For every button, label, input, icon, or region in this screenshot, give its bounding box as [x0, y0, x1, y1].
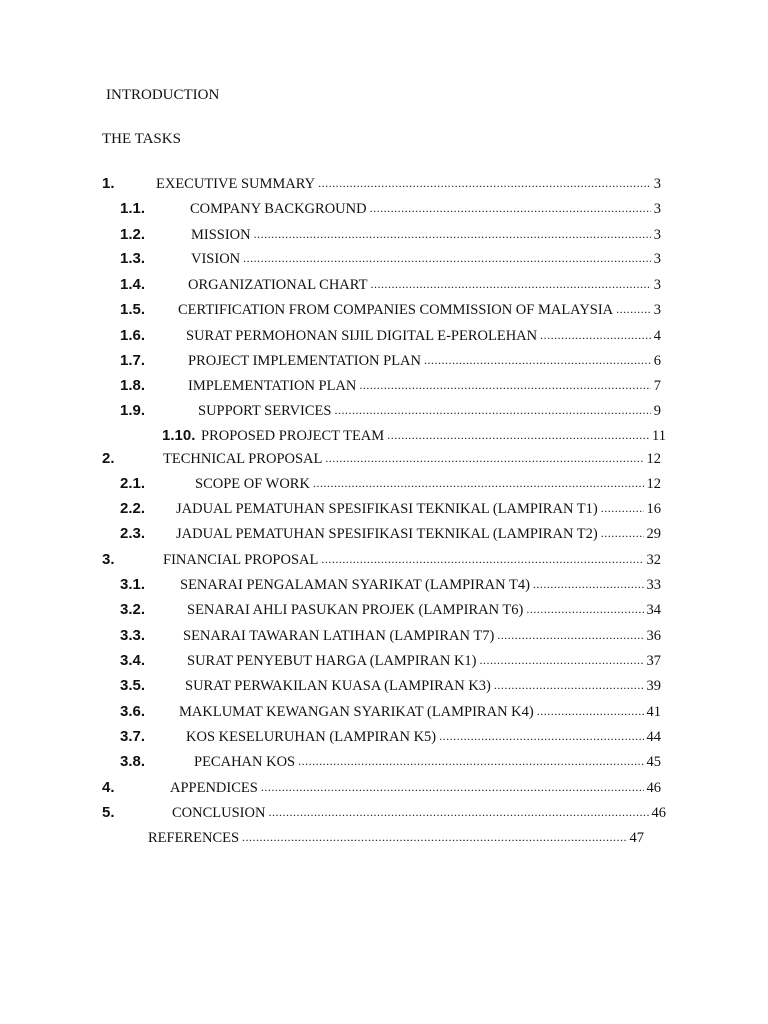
dot-leader [497, 627, 643, 644]
toc-entry-number: 1.2. [120, 226, 146, 243]
dot-leader [254, 226, 651, 243]
toc-entry-title: JADUAL PEMATUHAN SPESIFIKASI TEKNIKAL (LAMPIRAN T2) [176, 526, 598, 542]
toc-entry-body [195, 476, 661, 493]
toc-entry-number: 3.1. [120, 576, 146, 593]
toc-entry-number: 2. [102, 450, 115, 467]
toc-entry-number: 1. [102, 175, 115, 192]
toc-entry-number: 3.3. [120, 627, 146, 644]
toc-entry-body [188, 378, 661, 395]
toc-entry-number: 1.4. [120, 276, 146, 293]
toc-entry-body [180, 577, 661, 594]
toc-entry-title: EXECUTIVE SUMMARY [156, 176, 316, 192]
toc-entry-title: VISION [191, 251, 241, 267]
toc-entry-page: 46 [651, 805, 666, 821]
toc-entry-title: FINANCIAL PROPOSAL [163, 552, 319, 568]
toc-entry-page: 11 [652, 428, 666, 444]
toc-entry-body [178, 302, 661, 319]
toc-entry-page: 12 [646, 451, 661, 467]
toc-entry-title: ORGANIZATIONAL CHART [188, 277, 368, 293]
toc-entry-title: TECHNICAL PROPOSAL [163, 451, 323, 467]
toc-entry-page: 36 [646, 628, 661, 644]
dot-leader [321, 551, 643, 568]
toc-entry[interactable] [0, 301, 768, 323]
dot-leader [540, 327, 651, 344]
toc-entry-number: 3.4. [120, 652, 146, 669]
toc-entry-body [176, 526, 661, 543]
toc-entry[interactable] [0, 728, 768, 750]
toc-entry[interactable] [0, 829, 768, 851]
toc-entry[interactable] [0, 276, 768, 298]
toc-entry-page: 3 [653, 201, 661, 217]
toc-entry-body [198, 403, 661, 420]
toc-entry-number: 1.6. [120, 327, 146, 344]
toc-entry-page: 12 [646, 476, 661, 492]
dot-leader [370, 200, 651, 217]
dot-leader [526, 601, 643, 618]
dot-leader [243, 250, 651, 267]
dot-leader [387, 427, 649, 444]
toc-entry-title: JADUAL PEMATUHAN SPESIFIKASI TEKNIKAL (LAMPIRAN T1) [176, 501, 598, 517]
toc-entry-body [163, 451, 661, 468]
toc-entry-title: CONCLUSION [172, 805, 266, 821]
toc-entry-body [188, 353, 661, 370]
toc-entry-body [156, 176, 661, 193]
toc-entry-title: SCOPE OF WORK [195, 476, 310, 492]
toc-entry-title: SENARAI AHLI PASUKAN PROJEK (LAMPIRAN T6) [187, 602, 524, 618]
dot-leader [318, 175, 651, 192]
toc-entry-title: SUPPORT SERVICES [198, 403, 332, 419]
toc-entry-number: 1.10. [162, 427, 196, 444]
toc-entry-page: 47 [629, 830, 644, 846]
dot-leader [439, 728, 643, 745]
toc-entry[interactable] [0, 377, 768, 399]
toc-entry-number: 4. [102, 779, 115, 796]
toc-entry-title: REFERENCES [148, 830, 240, 846]
toc-entry-body [176, 501, 661, 518]
toc-entry-title: SURAT PENYEBUT HARGA (LAMPIRAN K1) [187, 653, 477, 669]
toc-entry-title: KOS KESELURUHAN (LAMPIRAN K5) [186, 729, 437, 745]
toc-entry-page: 3 [653, 251, 661, 267]
dot-leader [533, 576, 644, 593]
toc-entry-page: 33 [646, 577, 661, 593]
toc-entry[interactable] [0, 804, 768, 826]
toc-entry-page: 9 [653, 403, 661, 419]
toc-entry-body [186, 729, 661, 746]
toc-entry-body [163, 552, 661, 569]
toc-entry-number: 1.3. [120, 250, 146, 267]
toc-entry[interactable] [0, 779, 768, 801]
dot-leader [242, 829, 626, 846]
toc-entry-title: PROJECT IMPLEMENTATION PLAN [188, 353, 421, 369]
toc-entry[interactable] [0, 551, 768, 573]
toc-entry-number: 1.5. [120, 301, 146, 318]
toc-entry-title: SENARAI PENGALAMAN SYARIKAT (LAMPIRAN T4) [180, 577, 530, 593]
toc-entry[interactable] [0, 677, 768, 699]
toc-entry-page: 45 [646, 754, 661, 770]
toc-entry[interactable] [0, 450, 768, 472]
toc-entry[interactable] [0, 226, 768, 248]
toc-entry-number: 3.5. [120, 677, 146, 694]
dot-leader [334, 402, 650, 419]
toc-entry-number: 1.9. [120, 402, 146, 419]
dot-leader [313, 475, 644, 492]
toc-entry[interactable] [0, 703, 768, 725]
toc-entry-page: 39 [646, 678, 661, 694]
toc-entry-body [187, 602, 661, 619]
toc-entry-title: APPENDICES [170, 780, 258, 796]
toc-entry-body [186, 328, 661, 345]
toc-entry-number: 5. [102, 804, 115, 821]
toc-entry-number: 1.7. [120, 352, 146, 369]
toc-entry-page: 4 [653, 328, 661, 344]
toc-entry[interactable] [0, 652, 768, 674]
toc-entry-page: 41 [646, 704, 661, 720]
toc-entry-body [201, 428, 666, 445]
toc-entry[interactable] [0, 175, 768, 197]
toc-entry[interactable] [0, 601, 768, 623]
toc-entry-title: SURAT PERMOHONAN SIJIL DIGITAL E-PEROLEHAN [186, 328, 538, 344]
toc-entry-number: 1.8. [120, 377, 146, 394]
introduction-heading: INTRODUCTION [106, 87, 220, 103]
tasks-heading: THE TASKS [102, 131, 181, 147]
toc-entry-number: 3. [102, 551, 115, 568]
toc-entry[interactable] [0, 327, 768, 349]
toc-entry-page: 16 [646, 501, 661, 517]
toc-entry-body [194, 754, 661, 771]
toc-entry-title: COMPANY BACKGROUND [190, 201, 367, 217]
toc-entry-body [170, 780, 661, 797]
dot-leader [325, 450, 643, 467]
toc-entry-number: 3.7. [120, 728, 146, 745]
toc-entry-page: 46 [646, 780, 661, 796]
toc-entry-number: 3.8. [120, 753, 146, 770]
toc-entry-body [185, 678, 661, 695]
toc-entry-page: 6 [653, 353, 661, 369]
toc-entry-body [148, 830, 644, 847]
dot-leader [359, 377, 650, 394]
toc-entry-number: 2.3. [120, 525, 146, 542]
dot-leader [268, 804, 648, 821]
toc-entry-body [190, 201, 661, 218]
toc-entry-number: 3.6. [120, 703, 146, 720]
toc-entry-body [187, 653, 661, 670]
toc-entry[interactable] [0, 427, 768, 449]
toc-entry-title: MISSION [191, 227, 251, 243]
toc-entry-body [191, 251, 661, 268]
toc-entry-body [188, 277, 661, 294]
toc-entry-page: 32 [646, 552, 661, 568]
toc-entry-number: 3.2. [120, 601, 146, 618]
dot-leader [601, 525, 644, 542]
dot-leader [537, 703, 644, 720]
dot-leader [494, 677, 644, 694]
dot-leader [261, 779, 644, 796]
toc-entry-title: IMPLEMENTATION PLAN [188, 378, 357, 394]
toc-entry[interactable] [0, 250, 768, 272]
toc-entry-title: MAKLUMAT KEWANGAN SYARIKAT (LAMPIRAN K4) [179, 704, 534, 720]
toc-entry-page: 3 [653, 176, 661, 192]
toc-entry[interactable] [0, 475, 768, 497]
toc-entry[interactable] [0, 402, 768, 424]
dot-leader [480, 652, 644, 669]
toc-entry-number: 2.1. [120, 475, 146, 492]
toc-entry[interactable] [0, 352, 768, 374]
dot-leader [424, 352, 651, 369]
dot-leader [370, 276, 650, 293]
toc-entry-number: 2.2. [120, 500, 146, 517]
toc-entry-page: 7 [653, 378, 661, 394]
toc-entry-page: 37 [646, 653, 661, 669]
toc-entry[interactable] [0, 753, 768, 775]
toc-entry[interactable] [0, 525, 768, 547]
toc-entry-page: 3 [653, 302, 661, 318]
toc-entry-page: 44 [646, 729, 661, 745]
toc-entry-title: SENARAI TAWARAN LATIHAN (LAMPIRAN T7) [183, 628, 495, 644]
toc-entry[interactable] [0, 576, 768, 598]
toc-entry-body [191, 227, 661, 244]
toc-entry-body [172, 805, 666, 822]
toc-entry[interactable] [0, 500, 768, 522]
toc-entry-page: 29 [646, 526, 661, 542]
toc-entry[interactable] [0, 627, 768, 649]
toc-entry-page: 3 [653, 277, 661, 293]
toc-entry-page: 3 [653, 227, 661, 243]
toc-entry-title: CERTIFICATION FROM COMPANIES COMMISSION OF MALAYSIA [178, 302, 614, 318]
toc-entry[interactable] [0, 200, 768, 222]
dot-leader [601, 500, 644, 517]
dot-leader [298, 753, 643, 770]
toc-entry-title: PROPOSED PROJECT TEAM [201, 428, 385, 444]
toc-entry-page: 34 [646, 602, 661, 618]
toc-entry-title: PECAHAN KOS [194, 754, 296, 770]
toc-entry-body [179, 704, 661, 721]
toc-entry-body [183, 628, 661, 645]
toc-entry-title: SURAT PERWAKILAN KUASA (LAMPIRAN K3) [185, 678, 491, 694]
toc-entry-number: 1.1. [120, 200, 146, 217]
dot-leader [616, 301, 651, 318]
